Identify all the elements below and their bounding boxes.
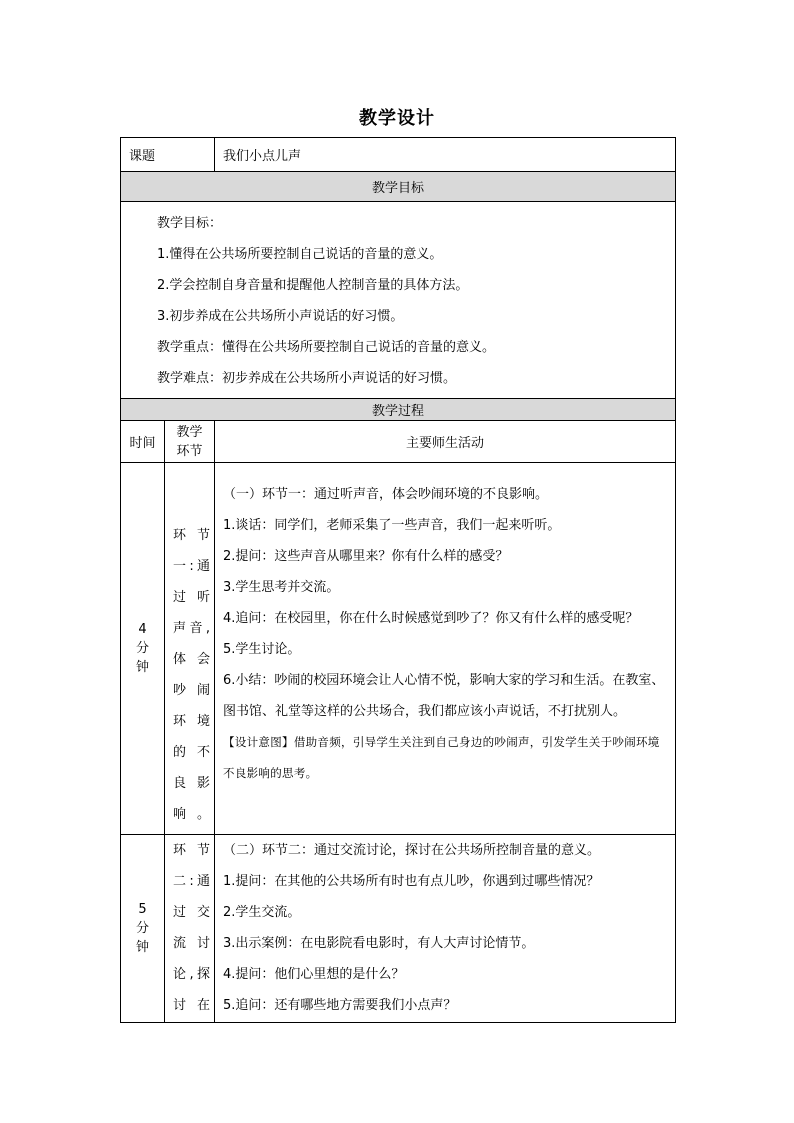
activity-line: 2.学生交流。	[223, 905, 301, 920]
design-note: 【设计意图】借助音频，引导学生关注到自己身边的吵闹声，引发学生关于吵闹环境不良影响的思考。	[223, 735, 660, 780]
stage-line: 过听	[173, 590, 211, 605]
activity-line: 5.学生讨论。	[223, 642, 301, 657]
time-cell	[121, 835, 165, 1023]
activity-line: （一）环节一：通过听声音，体会吵闹环境的不良影响。	[223, 487, 549, 502]
time-value: 5	[138, 902, 147, 917]
stage-line: 的不	[173, 745, 211, 760]
document-title: 教学设计	[359, 108, 435, 129]
course-title: 我们小点儿声	[215, 138, 676, 172]
course-row	[121, 138, 676, 172]
activity-line: （二）环节二：通过交流讨论，探讨在公共场所控制音量的意义。	[223, 843, 601, 858]
stage-line: 声音,	[173, 621, 211, 636]
activity-line: 6.小结：吵闹的校园环境会让人心情不悦，影响大家的学习和生活。在教室、图书馆、礼堂等这样的公共场合，我们都应该小声说话，不打扰别人。	[223, 673, 665, 719]
activity-line: 4.追问：在校园里，你在什么时候感觉到吵了？你又有什么样的感受呢？	[223, 611, 639, 626]
column-activity: 主要师生活动	[215, 421, 676, 463]
column-stage-line: 教学	[176, 424, 203, 440]
activity-line: 3.出示案例：在电影院看电影时，有人大声讨论情节。	[223, 936, 535, 951]
time-value: 4	[138, 622, 147, 637]
table-row	[121, 835, 676, 1023]
activity-line: 5.追问：还有哪些地方需要我们小点声？	[223, 998, 457, 1013]
goal-item: 2.学会控制自身音量和提醒他人控制音量的具体方法。	[157, 278, 469, 293]
activity-line: 1.谈话：同学们，老师采集了一些声音，我们一起来听听。	[223, 518, 561, 533]
stage-line: 过交	[173, 905, 211, 920]
stage-line: 体会	[173, 652, 211, 667]
stage-line: 响。	[173, 807, 211, 822]
activity-line: 3.学生思考并交流。	[223, 580, 340, 595]
goals-header: 教学目标	[121, 172, 676, 202]
table-row	[121, 463, 676, 835]
process-header: 教学过程	[121, 399, 676, 421]
stage-line: 流讨	[173, 936, 211, 951]
stage-line: 一:通	[173, 559, 211, 574]
key-point: 教学重点：懂得在公共场所要控制自己说话的音量的意义。	[157, 340, 496, 355]
goals-intro: 教学目标：	[157, 216, 223, 231]
goals-section	[121, 202, 676, 399]
lesson-plan-table	[120, 137, 676, 1023]
activity-line: 1.提问：在其他的公共场所有时也有点儿吵，你遇到过哪些情况？	[223, 874, 600, 889]
stage-line: 吵闹	[173, 683, 211, 698]
course-label: 课题	[121, 138, 215, 172]
stage-line: 良影	[173, 776, 211, 791]
activity-line: 4.提问：他们心里想的是什么？	[223, 967, 405, 982]
stage-line: 论,探	[173, 967, 211, 982]
stage-line: 环境	[173, 714, 211, 729]
stage-cell	[165, 835, 215, 1023]
column-header-row	[121, 421, 676, 463]
time-unit: 钟	[135, 940, 149, 955]
activity-line: 2.提问：这些声音从哪里来？你有什么样的感受？	[223, 549, 509, 564]
stage-line: 环节	[173, 528, 211, 543]
time-unit: 钟	[135, 660, 149, 675]
activity-cell	[215, 463, 676, 835]
difficulty-point: 教学难点：初步养成在公共场所小声说话的好习惯。	[157, 371, 457, 386]
stage-line: 环节	[173, 843, 211, 858]
time-unit: 分	[135, 641, 149, 656]
activity-cell	[215, 835, 676, 1023]
time-cell	[121, 463, 165, 835]
goal-item: 1.懂得在公共场所要控制自己说话的音量的意义。	[157, 247, 443, 262]
goal-item: 3.初步养成在公共场所小声说话的好习惯。	[157, 309, 404, 324]
time-unit: 分	[135, 921, 149, 936]
stage-cell	[165, 463, 215, 835]
column-stage	[165, 421, 215, 463]
column-time: 时间	[121, 421, 165, 463]
stage-line: 二:通	[173, 874, 211, 889]
column-stage-line: 环节	[176, 443, 203, 459]
stage-line: 讨在	[173, 998, 211, 1013]
